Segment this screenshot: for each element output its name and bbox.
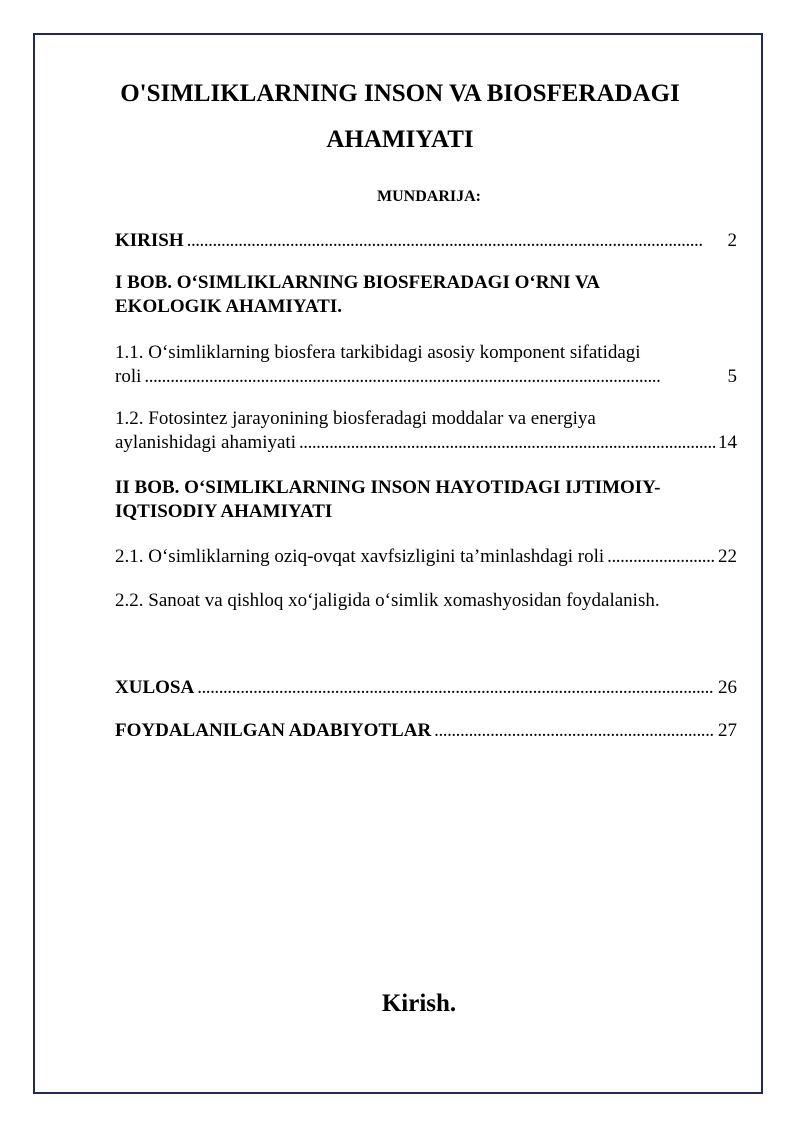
toc-label: 2.2. Sanoat va qishloq xo‘jaligida o‘simlik xomashyosidan foydalanish. <box>115 590 660 611</box>
toc-entry-references[interactable] <box>115 719 737 743</box>
toc-page-number: 2 <box>727 230 737 251</box>
toc-label: FOYDALANILGAN ADABIYOTLAR <box>115 720 432 741</box>
toc-page-number: 5 <box>727 366 737 387</box>
toc-entry-2-2[interactable] <box>115 589 755 613</box>
toc-entry-2-1[interactable] <box>115 545 737 569</box>
toc-label: 1.1. O‘simliklarning biosfera tarkibidagi asosiy komponent sifatidagi <box>115 342 641 363</box>
toc-entry-conclusion[interactable] <box>115 676 737 700</box>
dot-leader <box>197 676 715 700</box>
toc-page-number: 26 <box>718 677 737 698</box>
toc-entry-1-1[interactable] <box>115 341 737 389</box>
toc-chapter-line: I BOB. O‘SIMLIKLARNING BIOSFERADAGI O‘RNI VA <box>115 272 600 293</box>
toc-label: XULOSA <box>115 677 195 698</box>
toc-chapter-line: II BOB. O‘SIMLIKLARNING INSON HAYOTIDAGI IJTIMOIY- <box>115 477 661 498</box>
toc-chapter-line: IQTISODIY AHAMIYATI <box>115 501 333 522</box>
toc-page-number: 14 <box>718 432 737 453</box>
dot-leader <box>144 365 724 389</box>
toc-entry-intro[interactable] <box>115 229 737 253</box>
dot-leader <box>299 431 715 455</box>
dot-leader <box>607 545 715 569</box>
dot-leader <box>434 719 715 743</box>
toc-label: 1.2. Fotosintez jarayonining biosferadagi moddalar va energiya <box>115 408 596 429</box>
contents-heading: MUNDARIJA: <box>377 188 481 205</box>
document-title-line2: AHAMIYATI <box>326 126 474 153</box>
toc-entry-1-2[interactable] <box>115 407 737 455</box>
toc-label: KIRISH <box>115 230 184 251</box>
toc-label: roli <box>115 366 142 387</box>
toc-page-number: 22 <box>718 546 737 567</box>
toc-chapter-1[interactable] <box>115 271 737 319</box>
toc-chapter-line: EKOLOGIK AHAMIYATI. <box>115 296 342 317</box>
toc-chapter-2[interactable] <box>115 476 737 524</box>
dot-leader <box>187 229 725 253</box>
document-title-line1: O'SIMLIKLARNING INSON VA BIOSFERADAGI <box>120 80 680 107</box>
toc-label: aylanishidagi ahamiyati <box>115 432 296 453</box>
toc-label: 2.1. O‘simliklarning oziq-ovqat xavfsizligini ta’minlashdagi roli <box>115 546 605 567</box>
toc-page-number: 27 <box>718 720 737 741</box>
section-heading-intro: Kirish. <box>381 990 457 1017</box>
